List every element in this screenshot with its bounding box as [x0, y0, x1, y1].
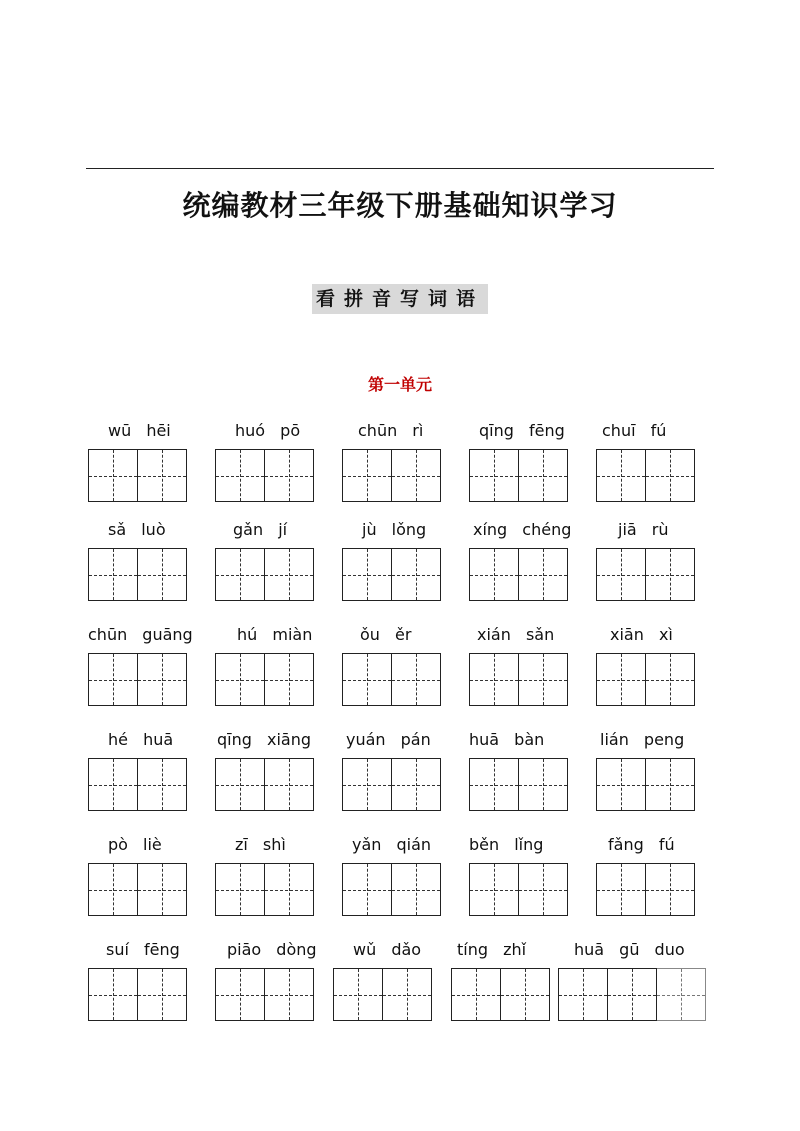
writing-box[interactable] — [519, 758, 568, 811]
writing-box[interactable] — [88, 548, 138, 601]
writing-box[interactable] — [469, 449, 519, 502]
writing-box[interactable] — [596, 449, 646, 502]
pinyin-label: pò liè — [108, 835, 162, 854]
pinyin-label: hé huā — [108, 730, 174, 749]
writing-box[interactable] — [519, 449, 568, 502]
writing-boxes — [333, 968, 432, 1020]
writing-boxes — [215, 758, 314, 810]
writing-box[interactable] — [596, 758, 646, 811]
writing-boxes — [342, 863, 441, 915]
pinyin-label: xián sǎn — [477, 625, 555, 644]
writing-boxes — [215, 449, 314, 501]
writing-box[interactable] — [392, 653, 441, 706]
pinyin-label: sǎ luò — [108, 520, 166, 539]
writing-boxes — [596, 863, 695, 915]
writing-box[interactable] — [342, 449, 392, 502]
pinyin-label: huó pō — [235, 421, 301, 440]
pinyin-label: xiān xì — [610, 625, 673, 644]
writing-boxes — [88, 758, 187, 810]
writing-box[interactable] — [469, 758, 519, 811]
writing-box[interactable] — [265, 653, 314, 706]
writing-box[interactable] — [646, 653, 695, 706]
writing-box[interactable] — [215, 758, 265, 811]
writing-box[interactable] — [265, 968, 314, 1021]
writing-box[interactable] — [342, 863, 392, 916]
pinyin-label: huā bàn — [469, 730, 545, 749]
top-rule — [86, 168, 714, 169]
pinyin-label: yuán pán — [346, 730, 431, 749]
writing-box[interactable] — [451, 968, 501, 1021]
writing-box[interactable] — [469, 548, 519, 601]
pinyin-label: fǎng fú — [608, 835, 675, 854]
writing-boxes — [596, 758, 695, 810]
writing-box[interactable] — [138, 449, 187, 502]
writing-box[interactable] — [215, 968, 265, 1021]
writing-boxes — [215, 548, 314, 600]
writing-box[interactable] — [392, 548, 441, 601]
writing-box[interactable] — [138, 548, 187, 601]
writing-box[interactable] — [608, 968, 657, 1021]
writing-boxes — [88, 548, 187, 600]
writing-box[interactable] — [342, 758, 392, 811]
pinyin-label: lián peng — [600, 730, 685, 749]
writing-boxes — [469, 653, 568, 705]
writing-boxes — [451, 968, 550, 1020]
writing-boxes — [342, 449, 441, 501]
section-heading: 看拼音写词语 — [312, 284, 488, 314]
writing-box[interactable] — [501, 968, 550, 1021]
writing-box[interactable] — [88, 758, 138, 811]
writing-box[interactable] — [342, 653, 392, 706]
pinyin-label: zī shì — [235, 835, 286, 854]
pinyin-label: chūn guāng — [88, 625, 193, 644]
writing-box[interactable] — [519, 863, 568, 916]
writing-boxes — [342, 653, 441, 705]
writing-box[interactable] — [265, 863, 314, 916]
writing-box[interactable] — [215, 449, 265, 502]
writing-box[interactable] — [215, 548, 265, 601]
writing-boxes — [88, 653, 187, 705]
writing-box[interactable] — [392, 863, 441, 916]
writing-boxes — [596, 548, 695, 600]
writing-box[interactable] — [215, 863, 265, 916]
pinyin-label: jiā rù — [618, 520, 669, 539]
writing-box[interactable] — [333, 968, 383, 1021]
pinyin-label: chuī fú — [602, 421, 667, 440]
writing-box[interactable] — [596, 653, 646, 706]
writing-box[interactable] — [88, 968, 138, 1021]
writing-boxes — [215, 863, 314, 915]
writing-box[interactable] — [392, 449, 441, 502]
pinyin-label: yǎn qián — [352, 835, 432, 854]
writing-boxes — [469, 449, 568, 501]
pinyin-label: suí fēng — [106, 940, 180, 959]
writing-box[interactable] — [646, 758, 695, 811]
pinyin-label: wǔ dǎo — [353, 940, 422, 959]
writing-box[interactable] — [596, 863, 646, 916]
writing-boxes — [215, 653, 314, 705]
writing-boxes — [469, 758, 568, 810]
writing-box[interactable] — [646, 548, 695, 601]
pinyin-label: huā gū duo — [574, 940, 685, 959]
writing-box[interactable] — [558, 968, 608, 1021]
writing-box[interactable] — [469, 863, 519, 916]
writing-box[interactable] — [265, 548, 314, 601]
writing-box[interactable] — [519, 653, 568, 706]
writing-boxes — [596, 449, 695, 501]
section-heading-wrap — [0, 284, 800, 314]
pinyin-label: wū hēi — [108, 421, 171, 440]
writing-box[interactable] — [519, 548, 568, 601]
pinyin-label: jù lǒng — [362, 520, 427, 539]
pinyin-label: tíng zhǐ — [457, 940, 527, 959]
page-title: 统编教材三年级下册基础知识学习 — [182, 189, 618, 222]
writing-boxes — [88, 863, 187, 915]
writing-boxes — [558, 968, 706, 1020]
pinyin-label: xíng chéng — [473, 520, 572, 539]
writing-boxes — [596, 653, 695, 705]
writing-boxes — [88, 449, 187, 501]
pinyin-label: běn lǐng — [469, 835, 544, 854]
writing-box[interactable] — [88, 653, 138, 706]
writing-box[interactable] — [215, 653, 265, 706]
pinyin-label: gǎn jí — [233, 520, 288, 539]
writing-box[interactable] — [657, 968, 706, 1021]
pinyin-label: piāo dòng — [227, 940, 317, 959]
writing-boxes — [215, 968, 314, 1020]
unit-heading: 第一单元 — [367, 375, 432, 394]
writing-box[interactable] — [392, 758, 441, 811]
writing-boxes — [342, 758, 441, 810]
writing-box[interactable] — [138, 968, 187, 1021]
writing-box[interactable] — [138, 863, 187, 916]
writing-boxes — [88, 968, 187, 1020]
writing-box[interactable] — [469, 653, 519, 706]
writing-box[interactable] — [88, 863, 138, 916]
writing-box[interactable] — [383, 968, 432, 1021]
writing-box[interactable] — [138, 758, 187, 811]
writing-boxes — [342, 548, 441, 600]
pinyin-label: qīng fēng — [479, 421, 565, 440]
pinyin-label: chūn rì — [358, 421, 424, 440]
writing-box[interactable] — [646, 449, 695, 502]
writing-boxes — [469, 863, 568, 915]
pinyin-label: qīng xiāng — [217, 730, 311, 749]
pinyin-label: hú miàn — [237, 625, 313, 644]
writing-box[interactable] — [265, 449, 314, 502]
writing-box[interactable] — [265, 758, 314, 811]
writing-box[interactable] — [88, 449, 138, 502]
writing-box[interactable] — [138, 653, 187, 706]
writing-boxes — [469, 548, 568, 600]
writing-box[interactable] — [342, 548, 392, 601]
pinyin-label: ǒu ěr — [360, 625, 412, 644]
writing-box[interactable] — [596, 548, 646, 601]
writing-box[interactable] — [646, 863, 695, 916]
